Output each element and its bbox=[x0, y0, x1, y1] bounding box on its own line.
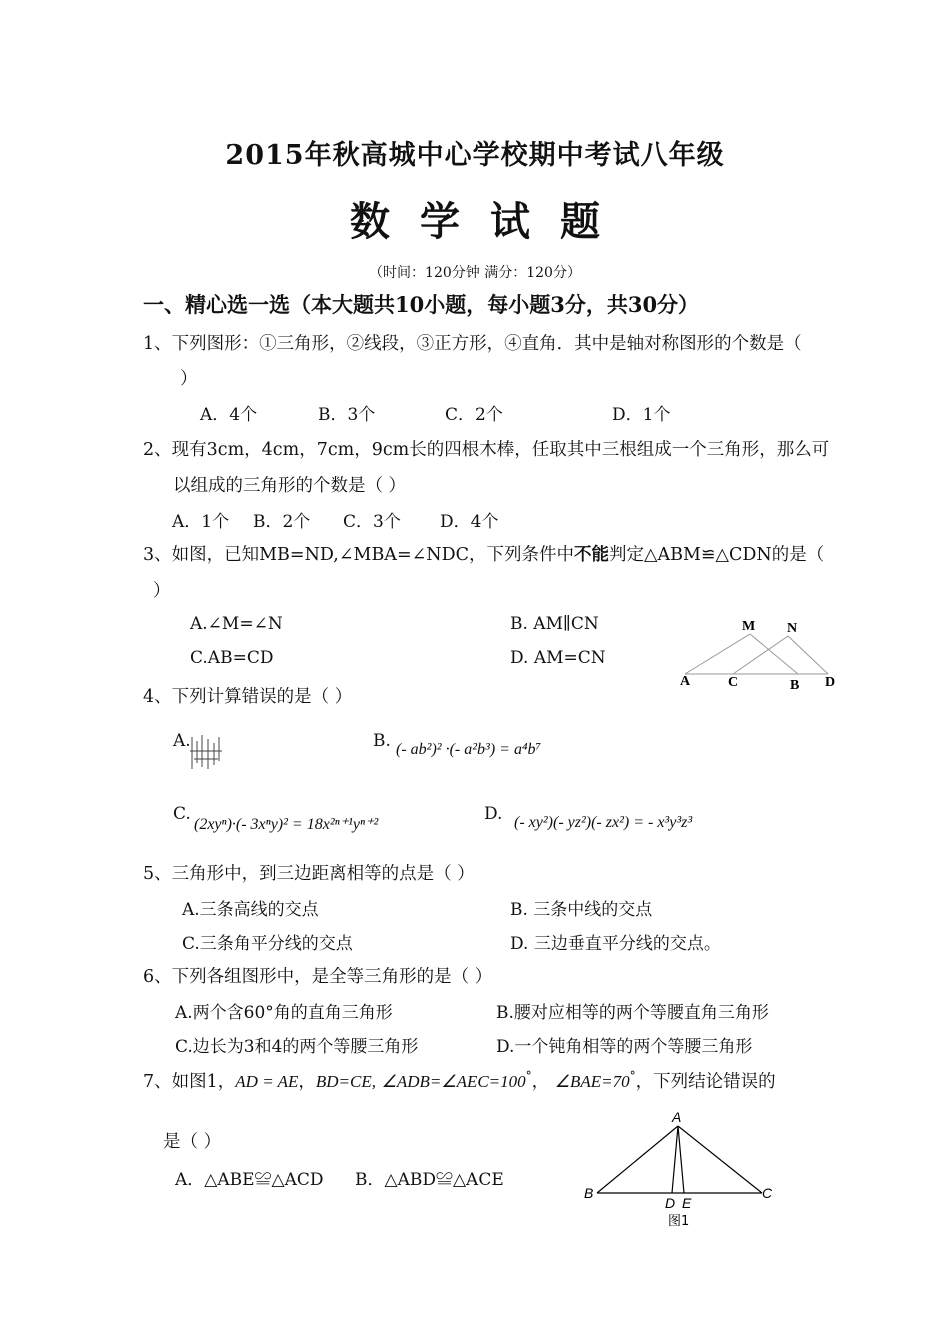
q2-option-c: C．3个 bbox=[343, 512, 401, 532]
q7-figure-side-ac bbox=[678, 1126, 762, 1193]
q7-label-a: A bbox=[672, 1109, 682, 1125]
q7-stem-line2: 是（ ） bbox=[163, 1132, 222, 1152]
q7-condition-bd-ce: BD=CE, bbox=[315, 1072, 376, 1091]
q3-figure-segment-mb bbox=[750, 634, 798, 674]
q7-label-d: D bbox=[665, 1195, 676, 1211]
q7-figure bbox=[580, 1108, 780, 1233]
q5-stem: 5、三角形中，到三边距离相等的点是（ ） bbox=[143, 864, 475, 884]
q7-figure-segment-ad bbox=[672, 1126, 678, 1193]
q2-option-d: D．4个 bbox=[440, 512, 499, 532]
exam-title-line2: 数学试题 bbox=[350, 198, 630, 245]
q7-figure-caption: 图1 bbox=[668, 1214, 690, 1229]
q7-figure-segment-ae bbox=[678, 1126, 684, 1193]
q5-option-b: B. 三条中线的交点 bbox=[510, 900, 653, 920]
q7-condition-bae: ∠BAE=70 bbox=[554, 1072, 630, 1091]
q4-stem: 4、下列计算错误的是（ ） bbox=[143, 687, 353, 707]
q7-option-a: A．△ABE≌△ACD bbox=[175, 1170, 324, 1190]
section1-heading: 一、精心选一选（本大题共10小题，每小题3分，共30分） bbox=[143, 292, 700, 317]
q2-option-b: B．2个 bbox=[253, 512, 311, 532]
q2-option-a: A．1个 bbox=[172, 512, 230, 532]
q6-option-d: D.一个钝角相等的两个等腰三角形 bbox=[496, 1037, 753, 1057]
q3-label-a: A bbox=[680, 674, 691, 689]
q1-option-b: B．3个 bbox=[318, 405, 376, 425]
q1-option-d: D．1个 bbox=[612, 405, 671, 425]
q1-stem-line1: 1、下列图形：①三角形，②线段，③正方形，④直角．其中是轴对称图形的个数是（ bbox=[143, 334, 802, 354]
q3-option-b: B. AM∥CN bbox=[510, 614, 599, 634]
q1-stem-line2: ） bbox=[180, 369, 198, 389]
q6-stem: 6、下列各组图形中，是全等三角形的是（ ） bbox=[143, 967, 493, 987]
q3-figure-segment-cn bbox=[733, 636, 788, 674]
q6-option-b: B.腰对应相等的两个等腰直角三角形 bbox=[496, 1003, 769, 1023]
q7-condition-ad-ae: AD = AE bbox=[235, 1072, 299, 1091]
q4-option-c-label: C. bbox=[173, 804, 191, 824]
q3-label-d: D bbox=[825, 675, 836, 690]
q3-stem-line1 bbox=[143, 541, 824, 566]
q4-option-b-formula: (- ab²)² ·(- a²b³) = a⁴b⁷ bbox=[396, 741, 542, 758]
q7-label-e: E bbox=[682, 1195, 692, 1211]
q6-option-a: A.两个含60°角的直角三角形 bbox=[175, 1003, 393, 1023]
q3-stem-emphasis: 不能 bbox=[574, 545, 609, 565]
exam-title-line1: 2015年秋高城中心学校期中考试八年级 bbox=[225, 140, 725, 171]
q7-stem-pre: 7、如图1， bbox=[143, 1072, 236, 1092]
q7-label-b: B bbox=[584, 1185, 594, 1201]
q3-label-c: C bbox=[728, 675, 739, 690]
q7-option-b: B．△ABD≌△ACE bbox=[355, 1170, 504, 1190]
q4-option-a-label: A. bbox=[173, 731, 191, 751]
q3-label-m: M bbox=[742, 619, 756, 634]
q4-option-c-formula: (2xyⁿ)·(- 3xⁿy)² = 18x²ⁿ⁺¹yⁿ⁺² bbox=[194, 816, 379, 833]
q3-option-d: D. AM=CN bbox=[510, 648, 606, 668]
q7-separator-1: ， bbox=[298, 1072, 316, 1092]
q5-option-d: D. 三边垂直平分线的交点。 bbox=[510, 934, 721, 954]
q3-figure-segment-nd bbox=[788, 636, 828, 674]
q7-separator-2: ， bbox=[531, 1072, 550, 1092]
q2-stem-line1: 2、现有3cm，4cm，7cm，9cm长的四根木棒，任取其中三根组成一个三角形，那么可 bbox=[143, 440, 830, 460]
q7-stem-line1 bbox=[143, 1068, 776, 1093]
q3-stem-post: 判定△ABM≌△CDN的是（ bbox=[609, 545, 825, 565]
q4-option-a-broken-formula-image bbox=[188, 733, 224, 771]
q3-option-c: C.AB=CD bbox=[190, 648, 274, 668]
q3-figure-segment-am bbox=[685, 634, 750, 674]
q7-degree-1: ° bbox=[525, 1069, 532, 1084]
q3-option-a: A.∠M=∠N bbox=[190, 614, 283, 634]
q7-degree-2: ° bbox=[629, 1069, 636, 1084]
q3-label-b: B bbox=[790, 678, 800, 693]
q5-option-c: C.三条角平分线的交点 bbox=[182, 934, 353, 954]
q4-option-d-label: D. bbox=[484, 804, 503, 824]
q3-stem-pre: 3、如图，已知MB=ND,∠MBA=∠NDC，下列条件中 bbox=[143, 545, 574, 565]
q7-condition-angles: ∠ADB=∠AEC=100 bbox=[381, 1072, 526, 1091]
q3-figure bbox=[670, 612, 850, 694]
q1-option-a: A．4个 bbox=[200, 405, 258, 425]
q7-stem-post: ，下列结论错误的 bbox=[635, 1072, 776, 1092]
q4-option-d-formula: (- xy²)(- yz²)(- zx²) = - x³y³z³ bbox=[514, 814, 693, 831]
q2-stem-line2: 以组成的三角形的个数是（ ） bbox=[173, 476, 407, 496]
q1-option-c: C．2个 bbox=[445, 405, 503, 425]
q3-stem-line2: ） bbox=[153, 581, 171, 601]
q3-label-n: N bbox=[787, 621, 798, 636]
exam-subtitle: （时间：120分钟 满分：120分） bbox=[369, 265, 581, 281]
q6-option-c: C.边长为3和4的两个等腰三角形 bbox=[175, 1037, 419, 1057]
q7-label-c: C bbox=[762, 1185, 773, 1201]
q5-option-a: A.三条高线的交点 bbox=[182, 900, 319, 920]
q4-option-b-label: B. bbox=[373, 731, 391, 751]
q7-figure-side-ab bbox=[597, 1126, 678, 1193]
